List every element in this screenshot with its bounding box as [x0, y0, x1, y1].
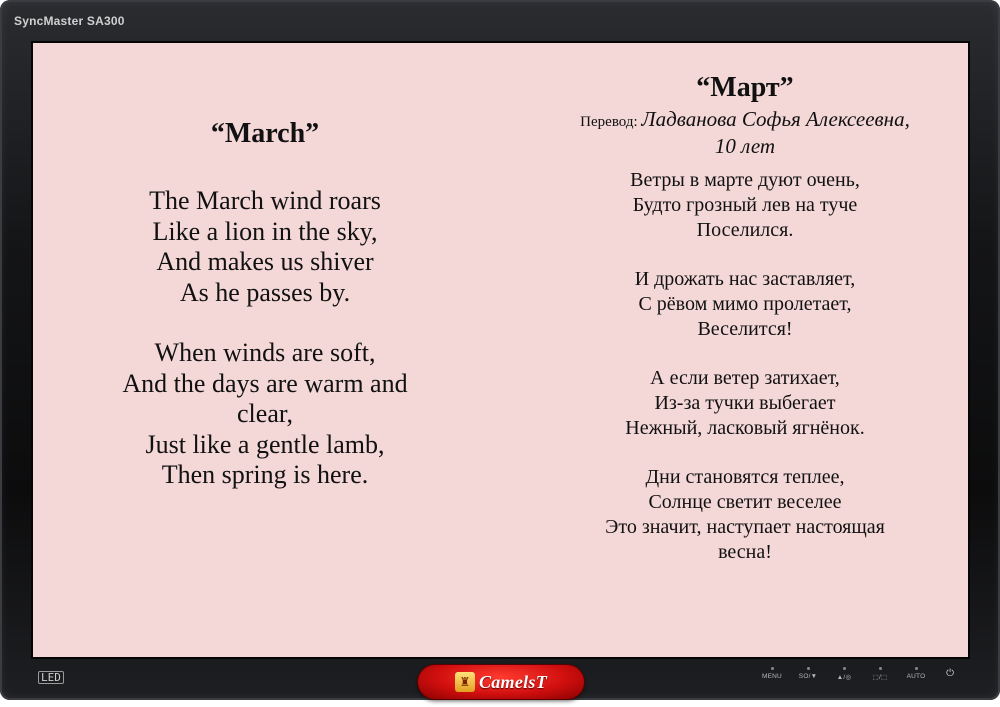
poem-line: Like a lion in the sky,	[152, 216, 378, 246]
poem-line: And makes us shiver	[156, 247, 374, 276]
poem-line: Ветры в марте дуют очень,	[630, 169, 860, 191]
up-button-label: ▲/◎	[836, 674, 852, 681]
poem-line: А если ветер затихает,	[650, 367, 840, 389]
source-down-button[interactable]	[792, 673, 824, 680]
poem-line: весна!	[718, 541, 772, 563]
poem-line: The March wind roars	[149, 186, 381, 215]
translator-credit	[545, 107, 945, 134]
poem-line: As he passes by.	[179, 277, 351, 307]
poem-line: Это значит, наступает настоящая	[605, 516, 885, 538]
menu-button[interactable]	[756, 673, 788, 680]
poem-line: Будто грозный лев на туче	[632, 194, 858, 216]
poem-line: С рёвом мимо пролетает,	[638, 293, 852, 315]
english-stanza-1	[90, 186, 440, 308]
input-button-label: ⬚/⬚	[872, 674, 888, 681]
poem-line: И дрожать нас заставляет,	[634, 268, 856, 290]
poem-line: Поселился.	[696, 219, 794, 241]
translator-name: Ладванова Софья Алексеевна,	[641, 107, 910, 131]
poem-line: Солнце светит веселее	[648, 491, 842, 513]
poem-line: Just like a gentle lamb,	[145, 429, 385, 459]
english-stanza-2	[90, 338, 440, 491]
button-dot-icon	[879, 667, 882, 670]
poem-line: clear,	[237, 399, 293, 428]
logo-text: CamelsT	[478, 671, 548, 692]
source-down-button-label: SO/▼	[798, 673, 818, 680]
power-icon[interactable]: ⏻	[946, 668, 954, 679]
up-button[interactable]	[828, 676, 860, 681]
led-badge: LED	[38, 671, 64, 684]
poem-line: Then spring is here.	[161, 460, 369, 489]
russian-stanza-3	[545, 366, 945, 441]
translator-age: 10 лет	[714, 134, 776, 158]
russian-poem-title: “Март”	[696, 72, 794, 103]
button-dot-icon	[807, 667, 810, 670]
english-poem	[90, 117, 440, 491]
russian-poem	[545, 71, 945, 565]
button-dot-icon	[771, 667, 774, 670]
monitor-brand-label: SyncMaster SA300	[14, 14, 125, 28]
russian-stanza-1	[545, 168, 945, 243]
camelot-logo	[418, 665, 584, 699]
input-button[interactable]	[864, 676, 896, 681]
russian-stanza-2	[545, 267, 945, 342]
slide-screen	[33, 43, 968, 657]
translator-label: Перевод:	[580, 114, 638, 130]
poem-line: When winds are soft,	[154, 338, 376, 367]
button-dot-icon	[843, 667, 846, 670]
poem-line: Веселится!	[697, 318, 793, 340]
poem-line: And the days are warm and	[122, 368, 408, 398]
poem-line: Дни становятся теплее,	[645, 466, 845, 488]
english-poem-title: “March”	[210, 118, 320, 149]
menu-button-label: MENU	[762, 673, 782, 680]
monitor-control-buttons	[756, 668, 980, 700]
auto-button[interactable]	[900, 673, 932, 680]
russian-stanza-4	[545, 465, 945, 565]
camel-emblem-icon: ♜	[455, 672, 475, 692]
poem-line: Нежный, ласковый ягнёнок.	[625, 417, 865, 439]
poem-line: Из-за тучки выбегает	[654, 392, 836, 414]
auto-button-label: AUTO	[906, 673, 926, 680]
button-dot-icon	[915, 667, 918, 670]
